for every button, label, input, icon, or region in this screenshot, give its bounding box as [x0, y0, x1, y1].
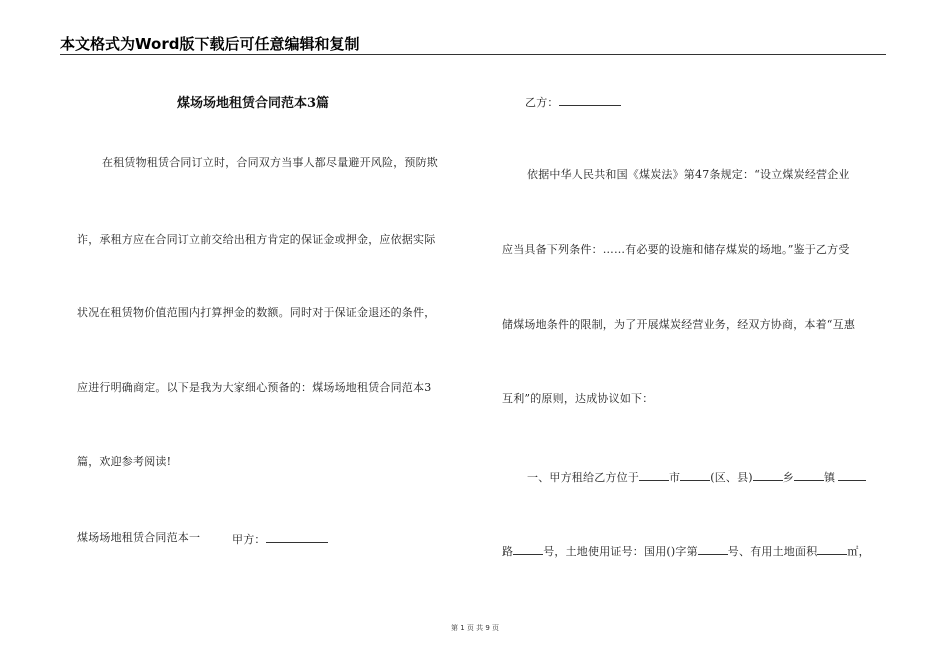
- page-number: 第 1 页 共 9 页: [450, 624, 500, 632]
- document-title: 煤场场地租赁合同范本3篇: [177, 96, 330, 111]
- township-blank: [753, 469, 783, 481]
- district-blank: [680, 469, 710, 481]
- land-area-blank: [817, 543, 847, 555]
- clause-one-line: [527, 469, 866, 485]
- certificate-number-blank: [698, 543, 728, 555]
- left-paragraph-line: 在租赁物租赁合同订立时，合同双方当事人都尽量避开风险，预防欺: [102, 156, 438, 169]
- header-divider: [60, 54, 886, 55]
- town-blank: [794, 469, 824, 481]
- party-b-label: 乙方：: [525, 96, 559, 109]
- contract-section-heading: 煤场场地租赁合同范本一: [77, 531, 201, 544]
- party-a-line: [232, 531, 328, 547]
- party-a-label: 甲方：: [232, 533, 266, 546]
- party-b-blank: [559, 94, 621, 106]
- clause-two-text: 号，土地使用证号：国用()字第: [543, 545, 698, 558]
- clause-two-text: ㎡，: [847, 545, 870, 558]
- party-b-line: [525, 94, 621, 110]
- clause-one-text: 乡: [782, 471, 794, 484]
- left-paragraph-line: 状况在租赁物价值范围内打算押金的数额。同时对于保证金退还的条件，: [77, 306, 436, 319]
- clause-two-line: [502, 543, 870, 559]
- road-blank: [838, 469, 866, 481]
- right-paragraph-line: 应当具备下列条件：……有必要的设施和储存煤炭的场地。”鉴于乙方受: [502, 243, 850, 256]
- clause-two-text: 号、有用土地面积: [727, 545, 818, 558]
- clause-one-text: 一、甲方租给乙方位于: [527, 471, 639, 484]
- header-title: 本文格式为Word版下载后可任意编辑和复制: [60, 35, 360, 53]
- clause-one-text: (区、县): [710, 471, 753, 484]
- right-paragraph-line: 依据中华人民共和国《煤炭法》第47条规定：“设立煤炭经营企业: [527, 168, 850, 181]
- city-blank: [639, 469, 669, 481]
- clause-one-text: 市: [669, 471, 681, 484]
- clause-one-text: 镇: [824, 471, 836, 484]
- road-number-blank: [513, 543, 543, 555]
- left-paragraph-line: 应进行明确商定。以下是我为大家细心预备的：煤场场地租赁合同范本3: [77, 381, 432, 394]
- right-paragraph-line: 储煤场地条件的限制，为了开展煤炭经营业务，经双方协商，本着“互惠: [502, 318, 856, 331]
- left-paragraph-line: 篇，欢迎参考阅读!: [77, 455, 172, 468]
- right-paragraph-line: 互利”的原则，达成协议如下：: [502, 392, 654, 405]
- party-a-blank: [266, 531, 328, 543]
- left-paragraph-line: 诈，承租方应在合同订立前交给出租方肯定的保证金或押金，应依据实际: [77, 233, 436, 246]
- clause-two-text: 路: [502, 545, 514, 558]
